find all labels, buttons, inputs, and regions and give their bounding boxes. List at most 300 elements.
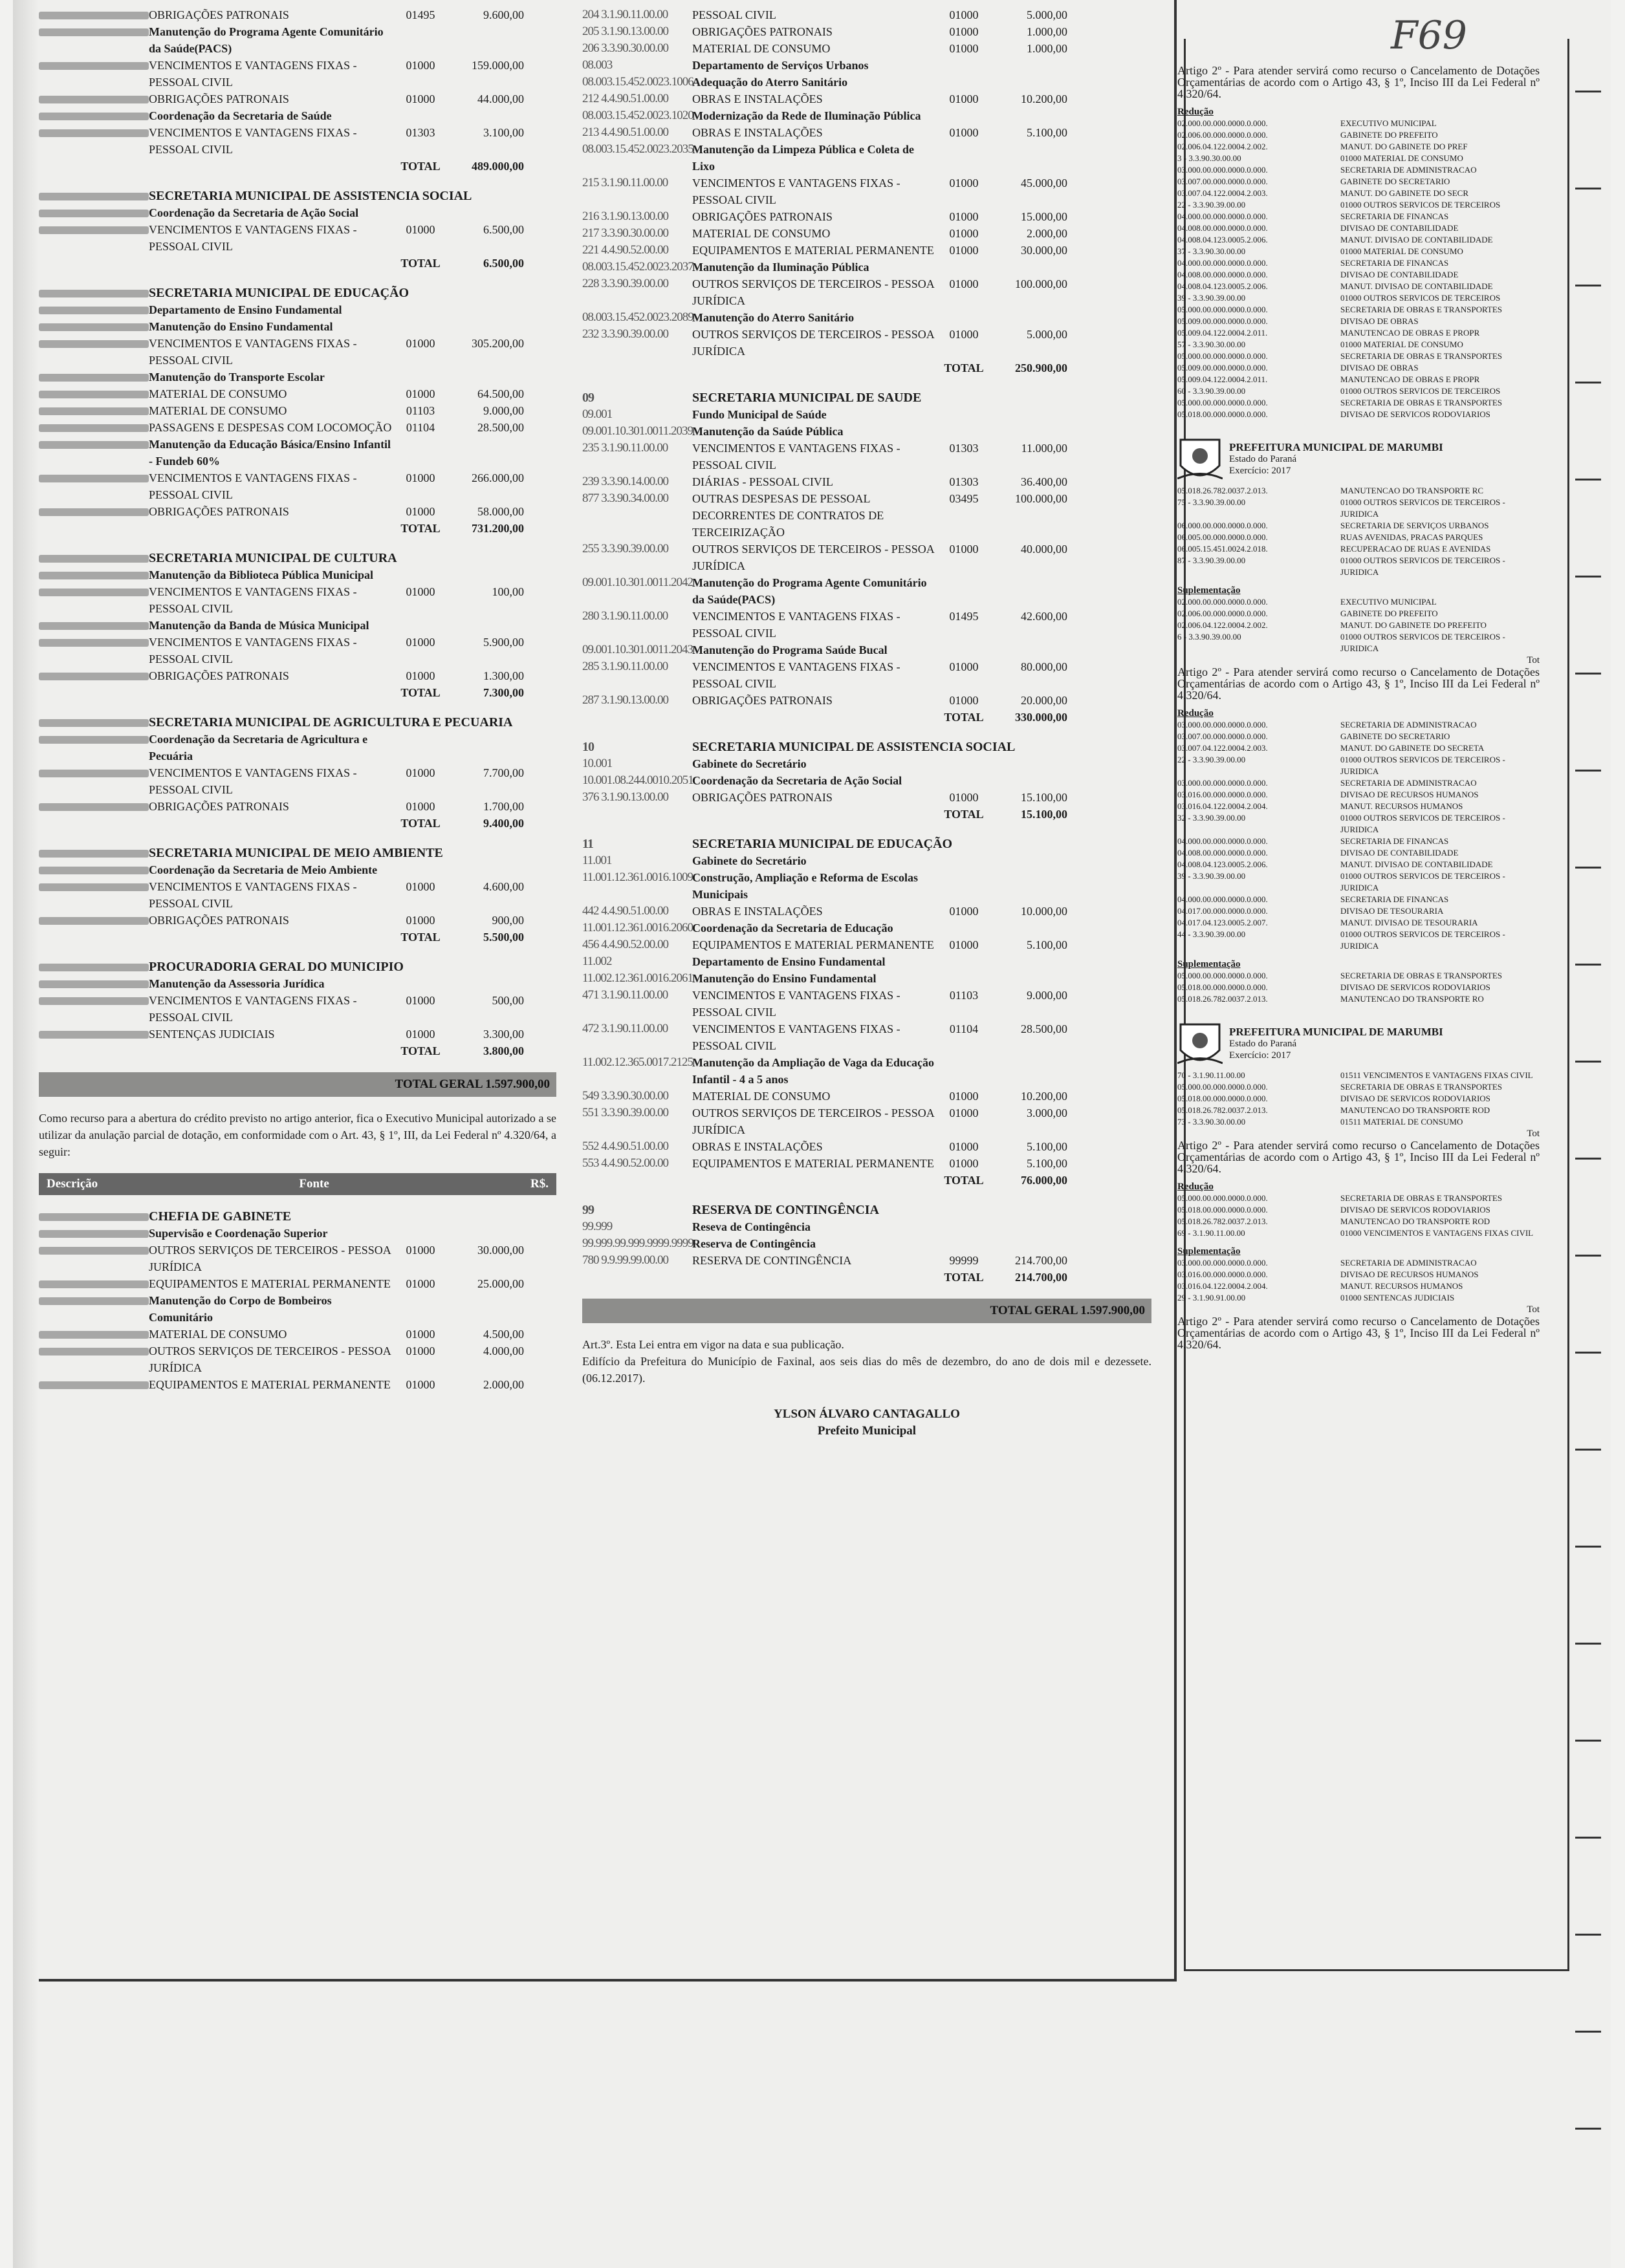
ledger-desc: 01000 OUTROS SERVICOS DE TERCEIROS [1340, 293, 1501, 303]
budget-row [582, 541, 1151, 574]
row-description: OBRIGAÇÕES PATRONAIS [149, 914, 289, 927]
ledger-line [1177, 1257, 1540, 1269]
ledger-code: 06.000.00.000.0000.0.000. [1177, 521, 1268, 530]
row-description: MATERIAL DE CONSUMO [149, 1328, 287, 1341]
row-description: VENCIMENTOS E VANTAGENS FIXAS - PESSOAL CIVIL [692, 610, 900, 640]
row-heading: Coordenação da Secretaria de Agricultura e Pecuária [149, 733, 368, 762]
row-heading: Manutenção do Ensino Fundamental [692, 972, 877, 985]
row-heading: Manutenção do Ensino Fundamental [149, 320, 333, 333]
ledger-line [1177, 1216, 1540, 1227]
ledger-code: 06.005.00.000.0000.0.000. [1177, 532, 1268, 542]
ledger-code: 04.000.00.000.0000.0.000. [1177, 211, 1268, 221]
row-code: 11 [582, 837, 593, 851]
row-source: 01000 [406, 337, 435, 350]
row-source: 01000 [406, 914, 435, 927]
ledger-desc: DIVISAO DE OBRAS [1340, 316, 1419, 326]
redacted-code [39, 770, 149, 777]
ledger-desc: DIVISAO DE CONTABILIDADE [1340, 270, 1459, 279]
ledger-desc: DIVISAO DE SERVICOS RODOVIARIOS [1340, 1205, 1490, 1215]
budget-row [582, 259, 1151, 275]
row-description: MATERIAL DE CONSUMO [692, 42, 831, 55]
row-heading: Manutenção da Ampliação de Vaga da Educação Infantil - 4 a 5 anos [692, 1056, 935, 1086]
row-source: 99999 [949, 1254, 979, 1267]
row-code: 10 [582, 740, 594, 754]
budget-row [39, 1376, 556, 1393]
row-code: 213 4.4.90.51.00.00 [582, 125, 668, 139]
ledger-code: 02.006.04.122.0004.2.002. [1177, 142, 1268, 151]
budget-row [582, 1021, 1151, 1054]
budget-row [582, 389, 1151, 406]
margin-tick [1575, 576, 1601, 578]
ledger-desc: DIVISAO DE SERVICOS RODOVIARIOS [1340, 1094, 1490, 1103]
ledger-desc: SECRETARIA DE OBRAS E TRANSPORTES [1340, 1082, 1503, 1092]
ledger-desc: MANUTENCAO DE OBRAS E PROPR [1340, 374, 1480, 384]
redacted-code [39, 129, 149, 137]
row-source: 01000 [406, 59, 435, 72]
ledger-line [1177, 812, 1540, 836]
ledger-code: 44 - 3.3.90.39.00.00 [1177, 929, 1246, 939]
ledger-desc: 01000 OUTROS SERVICOS DE TERCEIROS - JURIDICA [1340, 929, 1505, 951]
ledger-code: 05.009.04.122.0004.2.011. [1177, 328, 1268, 338]
redacted-code [39, 572, 149, 579]
ledger-desc: GABINETE DO PREFEITO [1340, 130, 1438, 140]
ledger-line [1177, 1227, 1540, 1239]
row-description: VENCIMENTOS E VANTAGENS FIXAS - PESSOAL CIVIL [692, 1022, 900, 1052]
section-title: SECRETARIA MUNICIPAL DE EDUCAÇÃO [692, 837, 953, 851]
budget-row [39, 764, 556, 798]
budget-row [582, 789, 1151, 806]
row-heading: Manutenção do Programa Saúde Bucal [692, 643, 888, 656]
ledger-line [1177, 188, 1540, 199]
budget-row [39, 470, 556, 503]
redacted-code [39, 210, 149, 217]
total-label: TOTAL [400, 257, 441, 270]
margin-tick [1575, 1934, 1601, 1936]
row-source: 01303 [949, 442, 979, 455]
redacted-code [39, 1348, 149, 1355]
row-value: 3.000,00 [1027, 1107, 1067, 1119]
budget-row [582, 936, 1151, 953]
handwritten-page-number: F69 [1391, 13, 1467, 58]
budget-row [39, 1026, 556, 1042]
ledger-desc: GABINETE DO PREFEITO [1340, 609, 1438, 618]
ledger-code: 6 - 3.3.90.39.00.00 [1177, 632, 1241, 642]
ledger-line [1177, 993, 1540, 1005]
row-source: 01000 [406, 1328, 435, 1341]
row-source: 01000 [406, 92, 435, 105]
ledger-code: 02.006.00.000.0000.0.000. [1177, 609, 1268, 618]
row-code: 217 3.3.90.30.00.00 [582, 226, 668, 240]
ledger-desc: MANUTENCAO DO TRANSPORTE ROD [1340, 1216, 1490, 1226]
budget-row [39, 107, 556, 124]
row-source: 01000 [949, 1090, 979, 1103]
row-code: 551 3.3.90.39.00.00 [582, 1106, 668, 1119]
ledger-line [1177, 129, 1540, 141]
row-code: 09.001 [582, 407, 613, 421]
row-code: 11.001 [582, 854, 612, 867]
ledger-code: 57 - 3.3.90.30.00.00 [1177, 340, 1246, 349]
ledger-code: 05.009.04.122.0004.2.011. [1177, 374, 1268, 384]
municipality-name: PREFEITURA MUNICIPAL DE MARUMBI [1229, 441, 1443, 453]
ledger-line [1177, 211, 1540, 222]
redacted-code [39, 639, 149, 647]
row-code: 239 3.3.90.14.00.00 [582, 475, 668, 488]
row-heading: Manutenção da Limpeza Pública e Coleta de Lixo [692, 143, 914, 173]
ledger-desc: 01000 MATERIAL DE CONSUMO [1340, 153, 1463, 163]
municipal-title-block [1229, 442, 1443, 477]
row-description: VENCIMENTOS E VANTAGENS FIXAS - PESSOAL CIVIL [149, 994, 357, 1024]
page-fold-shadow [13, 0, 39, 2268]
row-source: 01000 [406, 1244, 435, 1257]
row-source: 01000 [949, 277, 979, 290]
margin-tick [1575, 1449, 1601, 1451]
row-heading: Manutenção do Aterro Sanitário [692, 311, 855, 324]
total-label: TOTAL [400, 931, 441, 944]
row-heading: Departamento de Ensino Fundamental [149, 303, 342, 316]
row-heading: Manutenção da Educação Básica/Ensino Infantil - Fundeb 60% [149, 438, 391, 468]
redacted-code [39, 850, 149, 858]
ledger-desc: MANUT. DO GABINETE DO SECRETA [1340, 743, 1485, 753]
row-source: 01303 [406, 126, 435, 139]
budget-row [582, 208, 1151, 225]
row-source: 01303 [949, 475, 979, 488]
supplement-heading: Suplementação [1177, 1246, 1241, 1257]
ledger-line [1177, 176, 1540, 188]
ledger-line [1177, 719, 1540, 731]
row-heading: Fundo Municipal de Saúde [692, 408, 827, 421]
total-value: 214.700,00 [1015, 1271, 1067, 1284]
budget-row [582, 360, 1151, 376]
row-description: VENCIMENTOS E VANTAGENS FIXAS - PESSOAL CIVIL [149, 636, 357, 665]
ledger-code: 05.000.00.000.0000.0.000. [1177, 1082, 1268, 1092]
ledger-code: 22 - 3.3.90.39.00.00 [1177, 755, 1246, 764]
ledger-code: 05.018.26.782.0037.2.013. [1177, 1105, 1268, 1115]
section-title: SECRETARIA MUNICIPAL DE CULTURA [149, 551, 397, 565]
row-code: 206 3.3.90.30.00.00 [582, 41, 668, 55]
row-code: 08.003 [582, 58, 613, 72]
total-value: 5.500,00 [483, 931, 524, 944]
ledger-code: 04.008.00.000.0000.0.000. [1177, 223, 1268, 233]
ledger-line [1177, 620, 1540, 631]
margin-tick [1575, 479, 1601, 481]
ledger-line [1177, 234, 1540, 246]
total-label: TOTAL [944, 362, 984, 374]
row-description: OUTROS SERVIÇOS DE TERCEIROS - PESSOA JURÍDICA [692, 1107, 934, 1136]
redacted-code [39, 12, 149, 19]
row-description: EQUIPAMENTOS E MATERIAL PERMANENTE [692, 1157, 934, 1170]
row-code: 215 3.1.90.11.00.00 [582, 176, 668, 189]
row-value: 4.600,00 [483, 880, 524, 893]
budget-row [39, 419, 556, 436]
margin-tick [1575, 285, 1601, 286]
redacted-code [39, 424, 149, 432]
ledger-line [1177, 485, 1540, 497]
ledger-line [1177, 153, 1540, 164]
budget-row [582, 141, 1151, 175]
row-value: 6.500,00 [483, 223, 524, 236]
budget-row [582, 658, 1151, 692]
ledger-line [1177, 362, 1540, 374]
row-source: 01000 [949, 8, 979, 21]
signing-place: Edifício da Prefeitura do Município de Faxinal, aos seis dias do mês de dezembro, do ano de dois mil e dezessete. (06.12.2017). [582, 1355, 1151, 1385]
ledger-line [1177, 1280, 1540, 1292]
budget-row [39, 221, 556, 255]
budget-row [582, 869, 1151, 903]
row-value: 80.000,00 [1021, 660, 1067, 673]
row-value: 9.000,00 [483, 404, 524, 417]
ledger-desc: GABINETE DO SECRETARIO [1340, 731, 1450, 741]
ledger-line [1177, 304, 1540, 316]
redacted-code [39, 803, 149, 811]
row-value: 30.000,00 [477, 1244, 524, 1257]
budget-row [582, 242, 1151, 259]
row-value: 5.100,00 [1027, 938, 1067, 951]
row-source: 01000 [949, 126, 979, 139]
redacted-code [39, 555, 149, 563]
row-value: 44.000,00 [477, 92, 524, 105]
row-description: OUTROS SERVIÇOS DE TERCEIROS - PESSOA JURÍDICA [692, 328, 934, 358]
row-value: 45.000,00 [1021, 177, 1067, 189]
ledger-line [1177, 1093, 1540, 1105]
budget-row [39, 385, 556, 402]
budget-row [39, 402, 556, 419]
ledger-line [1177, 905, 1540, 917]
ledger-line [1177, 141, 1540, 153]
budget-row [582, 423, 1151, 440]
total-label: TOTAL [944, 711, 984, 724]
row-value: 7.700,00 [483, 766, 524, 779]
row-code: 11.001.12.361.0016.2060 [582, 921, 693, 934]
ledger-code: 75 - 3.3.90.39.00.00 [1177, 497, 1246, 507]
ledger-code: 05.018.26.782.0037.2.013. [1177, 994, 1268, 1004]
ledger-desc: SECRETARIA DE ADMINISTRACAO [1340, 1258, 1477, 1268]
budget-row [582, 970, 1151, 987]
budget-row [39, 567, 556, 583]
row-source: 01104 [949, 1022, 979, 1035]
row-source: 01000 [406, 223, 435, 236]
ledger-code: 04.008.00.000.0000.0.000. [1177, 270, 1268, 279]
budget-row [39, 1042, 556, 1059]
budget-row [39, 124, 556, 158]
row-source: 01000 [949, 244, 979, 257]
budget-row [39, 684, 556, 701]
budget-row [582, 275, 1151, 309]
row-code: 205 3.1.90.13.00.00 [582, 25, 668, 38]
budget-row [39, 992, 556, 1026]
row-source: 01000 [949, 543, 979, 556]
budget-row [39, 255, 556, 272]
ledger-code: 05.018.00.000.0000.0.000. [1177, 1094, 1268, 1103]
row-code: 285 3.1.90.11.00.00 [582, 660, 668, 673]
total-geral-bar: TOTAL GERAL 1.597.900,00 [39, 1072, 556, 1097]
ledger-line [1177, 596, 1540, 608]
article-2-text: Artigo 2º - Para atender servirá como recurso o Cancelamento de Dotações Orçamentárias de acordo com o Artigo 43, § 1º, Inciso III da Lei Federal nº 4.320/64. [1177, 1139, 1540, 1175]
row-value: 5.900,00 [483, 636, 524, 649]
row-value: 25.000,00 [477, 1277, 524, 1290]
budget-row [39, 188, 556, 204]
redacted-code [39, 407, 149, 415]
ledger-code: 60 - 3.3.90.39.00.00 [1177, 386, 1246, 396]
row-heading: Manutenção do Programa Agente Comunitário da Saúde(PACS) [149, 25, 384, 55]
row-value: 5.100,00 [1027, 1157, 1067, 1170]
redacted-code [39, 290, 149, 297]
ledger-line [1177, 754, 1540, 777]
ledger-code: 3 - 3.3.90.30.00.00 [1177, 153, 1241, 163]
row-value: 5.100,00 [1027, 126, 1067, 139]
budget-row [582, 124, 1151, 141]
ledger-desc: MANUT. DO GABINETE DO SECR [1340, 188, 1469, 198]
row-value: 28.500,00 [1021, 1022, 1067, 1035]
margin-tick [1575, 867, 1601, 869]
redacted-code [39, 980, 149, 988]
row-source: 01000 [406, 1277, 435, 1290]
ledger-code: 04.000.00.000.0000.0.000. [1177, 258, 1268, 268]
budget-row [39, 1225, 556, 1242]
ledger-line [1177, 917, 1540, 929]
municipality-name: PREFEITURA MUNICIPAL DE MARUMBI [1229, 1026, 1443, 1038]
ledger-code: 04.017.04.123.0005.2.007. [1177, 918, 1268, 927]
budget-row [39, 6, 556, 23]
ledger-code: 32 - 3.3.90.39.00.00 [1177, 813, 1246, 823]
budget-row [39, 550, 556, 567]
budget-row [582, 608, 1151, 642]
row-code: 255 3.3.90.39.00.00 [582, 542, 668, 556]
ledger-line [1177, 409, 1540, 420]
ledger-line [1177, 385, 1540, 397]
ledger-code: 39 - 3.3.90.39.00.00 [1177, 293, 1246, 303]
row-heading: Manutenção do Transporte Escolar [149, 371, 325, 383]
ledger-line [1177, 1292, 1540, 1304]
ledger-code: 69 - 3.1.90.11.00.00 [1177, 1228, 1245, 1238]
ledger-line [1177, 316, 1540, 327]
row-heading: Manutenção da Biblioteca Pública Municipal [149, 568, 374, 581]
ledger-line [1177, 731, 1540, 742]
row-source: 01000 [406, 636, 435, 649]
ledger-code: 04.000.00.000.0000.0.000. [1177, 836, 1268, 846]
row-value: 15.000,00 [1021, 210, 1067, 223]
budget-row [39, 1275, 556, 1292]
ledger-code: 05.018.26.782.0037.2.013. [1177, 1216, 1268, 1226]
ledger-desc: 01000 MATERIAL DE CONSUMO [1340, 340, 1463, 349]
ledger-code: 03.000.00.000.0000.0.000. [1177, 720, 1268, 729]
ledger-desc: 01000 MATERIAL DE CONSUMO [1340, 246, 1463, 256]
row-heading: Reseva de Contingência [692, 1220, 811, 1233]
row-description: OBRAS E INSTALAÇÕES [692, 1140, 823, 1153]
row-heading: Departamento de Ensino Fundamental [692, 955, 886, 968]
ledger-line [1177, 118, 1540, 129]
row-description: VENCIMENTOS E VANTAGENS FIXAS - PESSOAL CIVIL [692, 989, 900, 1019]
total-abbrev: Tot [1527, 655, 1540, 665]
row-code: 11.002.12.365.0017.2125 [582, 1055, 693, 1069]
row-source: 01000 [949, 227, 979, 240]
ledger-desc: 01000 OUTROS SERVICOS DE TERCEIROS [1340, 200, 1501, 210]
middle-column [582, 0, 1151, 1440]
row-value: 266.000,00 [472, 471, 524, 484]
row-value: 10.000,00 [1021, 905, 1067, 918]
row-heading: Adequação do Aterro Sanitário [692, 76, 848, 89]
ledger-desc: 01000 OUTROS SERVICOS DE TERCEIROS - JURIDICA [1340, 556, 1505, 577]
redacted-code [39, 96, 149, 103]
row-value: 28.500,00 [477, 421, 524, 434]
municipal-header [1177, 1018, 1540, 1070]
row-code: 442 4.4.90.51.00.00 [582, 904, 668, 918]
table-header [39, 1173, 556, 1195]
ledger-line [1177, 246, 1540, 257]
row-value: 4.500,00 [483, 1328, 524, 1341]
redacted-code [39, 193, 149, 200]
budget-row [39, 731, 556, 764]
ledger-line [1177, 281, 1540, 292]
budget-row [582, 642, 1151, 658]
reduction-heading: Redução [1177, 708, 1214, 718]
ledger-desc: SECRETARIA DE OBRAS E TRANSPORTES [1340, 305, 1503, 314]
total-value: 3.800,00 [483, 1044, 524, 1057]
redacted-code [39, 307, 149, 314]
row-source: 01000 [949, 328, 979, 341]
row-description: OBRIGAÇÕES PATRONAIS [149, 505, 289, 518]
row-heading: Coordenação da Secretaria de Saúde [149, 109, 332, 122]
budget-row [582, 91, 1151, 107]
budget-row [582, 1218, 1151, 1235]
budget-row [39, 912, 556, 929]
ledger-desc: MANUT. DIVISAO DE CONTABILIDADE [1340, 859, 1493, 869]
header-value: R$. [530, 1177, 549, 1191]
budget-row [39, 91, 556, 107]
budget-row [39, 1242, 556, 1275]
ledger-code: 05.000.00.000.0000.0.000. [1177, 398, 1268, 407]
budget-row [39, 436, 556, 470]
row-description: EQUIPAMENTOS E MATERIAL PERMANENTE [149, 1277, 391, 1290]
budget-row [582, 225, 1151, 242]
ledger-desc: RUAS AVENIDAS, PRACAS PARQUES [1340, 532, 1483, 542]
ledger-line [1177, 199, 1540, 211]
section-title: CHEFIA DE GABINETE [149, 1209, 292, 1224]
row-heading: Manutenção do Programa Agente Comunitário da Saúde(PACS) [692, 576, 927, 606]
row-value: 500,00 [492, 994, 524, 1007]
coat-of-arms-icon [1177, 433, 1223, 485]
row-description: OUTROS SERVIÇOS DE TERCEIROS - PESSOA JURÍDICA [692, 277, 934, 307]
row-description: OBRIGAÇÕES PATRONAIS [149, 92, 289, 105]
row-value: 5.000,00 [1027, 328, 1067, 341]
row-value: 64.500,00 [477, 387, 524, 400]
budget-row [582, 1138, 1151, 1155]
ledger-line [1177, 1269, 1540, 1280]
ledger-code: 03.016.04.122.0004.2.004. [1177, 1281, 1268, 1291]
ledger-code: 04.008.00.000.0000.0.000. [1177, 848, 1268, 858]
coat-of-arms-icon [1177, 1018, 1223, 1070]
budget-row [582, 40, 1151, 57]
municipal-header [1177, 433, 1540, 485]
row-value: 9.000,00 [1027, 989, 1067, 1002]
budget-row [39, 975, 556, 992]
row-code: 549 3.3.90.30.00.00 [582, 1089, 668, 1103]
budget-row [39, 667, 556, 684]
ledger-desc: DIVISAO DE OBRAS [1340, 363, 1419, 373]
ledger-desc: MANUT. RECURSOS HUMANOS [1340, 1281, 1463, 1291]
ledger-code: 05.009.00.000.0000.0.000. [1177, 363, 1268, 373]
row-value: 3.100,00 [483, 126, 524, 139]
row-description: VENCIMENTOS E VANTAGENS FIXAS - PESSOAL CIVIL [149, 59, 357, 89]
row-code: 09.001.10.301.0011.2043 [582, 643, 693, 656]
row-code: 08.003.15.452.0023.2035 [582, 142, 693, 156]
budget-row [582, 1172, 1151, 1189]
row-code: 456 4.4.90.52.00.00 [582, 938, 668, 951]
redacted-code [39, 867, 149, 874]
ledger-line [1177, 339, 1540, 351]
row-code: 10.001.08.244.0010.2051 [582, 773, 693, 787]
row-value: 900,00 [492, 914, 524, 927]
margin-tick [1575, 1158, 1601, 1160]
